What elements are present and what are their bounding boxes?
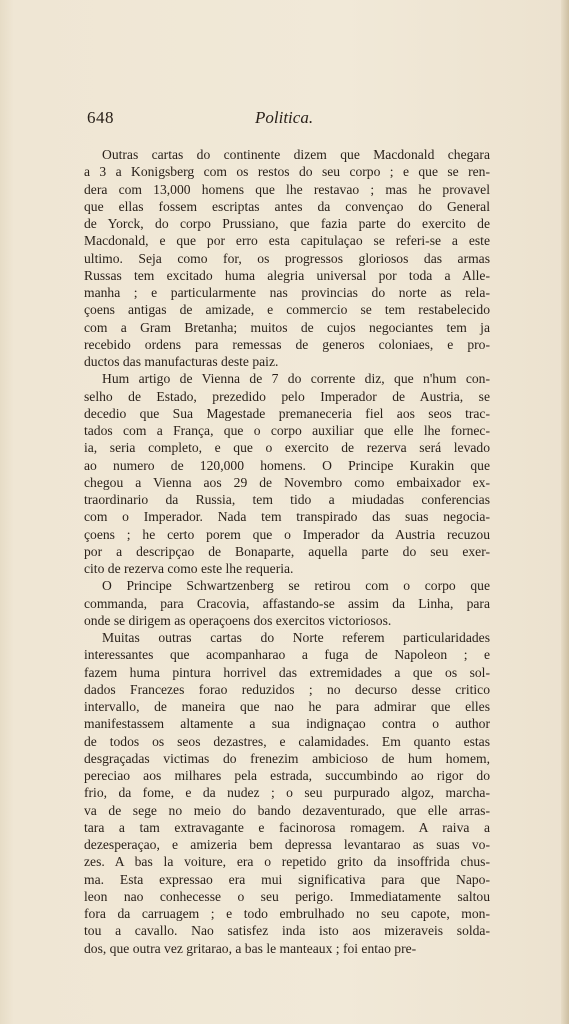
text-line: desgraçadas victimas do frenezim ambicioso de hum homem,	[84, 750, 490, 766]
text-line: dera com 13,000 homens que lhe restavao ; mas he provavel	[84, 181, 490, 197]
text-line: intervallo, de maneira que nao he para admirar que elles	[84, 699, 490, 714]
text-line: ma. Esta expressao era mui significativa para que Napo-	[84, 871, 490, 887]
paragraph	[84, 146, 490, 370]
text-line: pereciao aos milhares pela estrada, succumbindo ao rigor do	[84, 768, 490, 783]
paragraph	[84, 577, 490, 629]
page-number: 648	[87, 108, 114, 127]
text-line: decedio que Sua Magestade premaneceria fiel aos seos trac-	[84, 405, 490, 421]
text-line: de todos os seos dezastres, e calamidades. Em quanto estas	[84, 733, 490, 749]
text-line: recebido ordens para remessas de generos coloniaes, e pro-	[84, 336, 490, 352]
text-line: manha ; e particularmente nas provincias do norte as rela-	[84, 285, 490, 300]
text-line: ao numero de 120,000 homens. O Principe Kurakin que	[84, 457, 490, 473]
text-line: çoens antigas de amizade, e commercio se tem restabelecido	[84, 302, 490, 318]
text-line: çoens ; he certo porem que o Imperador da Austria recuzou	[84, 526, 490, 542]
text-line: Muitas outras cartas do Norte referem particularidades	[102, 630, 490, 645]
text-line: va de sege no meio do bando dezaventurado, que elle arras-	[84, 802, 490, 818]
text-line: Russas tem excitado huma alegria universal por toda a Alle-	[84, 267, 490, 283]
text-line: fora da carruagem ; e todo embrulhado no seu capote, mon-	[84, 906, 490, 921]
text-line: com a Gram Bretanha; muitos de cujos negociantes tem ja	[84, 319, 490, 335]
text-line: com o Imperador. Nada tem transpirado das suas negocia-	[84, 509, 490, 525]
text-line: por a descripçao de Bonaparte, aquella parte do seu exer-	[84, 543, 490, 559]
text-line: tados com a França, que o corpo auxiliar que elle lhe fornec-	[84, 423, 490, 438]
body-text	[84, 146, 490, 957]
text-line: zes. A bas la voiture, era o repetido grito da insoffrida chus-	[84, 854, 490, 870]
text-line: a 3 a Konigsberg com os restos do seu corpo ; e que se ren-	[84, 164, 490, 180]
text-line: O Principe Schwartzenberg se retirou com o corpo que	[102, 578, 490, 594]
text-line: tara a tam extravagante e facinorosa romagem. A raiva a	[84, 819, 490, 835]
text-line: Hum artigo de Vienna de 7 do corrente diz, que n'hum con-	[102, 371, 490, 387]
paragraph	[84, 629, 490, 957]
paragraph	[84, 370, 490, 577]
text-line: frio, da fome, e da nudez ; o seu purpurado algoz, marcha-	[84, 785, 490, 801]
page-edge	[561, 0, 569, 1024]
text-line: ductos das manufacturas deste paiz.	[84, 354, 279, 369]
text-line: chegou a Vienna aos 29 de Novembro como embaixador ex-	[84, 474, 490, 490]
text-line: tou a cavallo. Nao satisfez inda isto aos mizeraveis solda-	[84, 923, 490, 939]
text-line: cito de rezerva como este lhe requeria.	[84, 561, 294, 576]
text-line: dos, que outra vez gritarao, a bas le manteaux ; foi entao pre-	[84, 940, 417, 956]
text-line: dados Francezes forao reduzidos ; no decurso desse critico	[84, 681, 490, 697]
text-line: leon nao conhecesse o seu perigo. Immediatamente saltou	[84, 888, 490, 904]
text-line: interessantes que acompanharao a fuga de Napoleon ; e	[84, 647, 490, 663]
running-head: Politica.	[255, 108, 314, 127]
page-header	[87, 108, 492, 130]
text-line: fazem huma pintura horrivel das extremidades a que os sol-	[84, 664, 490, 680]
text-line: onde se dirigem as operaçoens dos exercitos victoriosos.	[84, 612, 392, 628]
text-line: manifestassem altamente a sua indignaçao contra o author	[84, 716, 490, 732]
text-line: Outras cartas do continente dizem que Macdonald chegara	[102, 147, 490, 162]
text-line: que ellas fossem escriptas antes da convençao do General	[84, 198, 490, 214]
text-line: traordinario da Russia, tem tido a miudadas conferencias	[84, 492, 490, 507]
text-line: selho de Estado, prezedido pelo Imperador de Austria, se	[84, 388, 490, 404]
text-line: ultimo. Seja como for, os progressos gloriosos das armas	[84, 250, 490, 266]
text-line: Macdonald, e que por erro esta capitulaçao se referi-se a este	[84, 233, 490, 249]
text-line: de Yorck, do corpo Prussiano, que fazia parte do exercito de	[84, 216, 490, 231]
text-line: dezesperaçao, e amizeria bem depressa levantarao as suas vo-	[84, 837, 490, 852]
text-line: commanda, para Cracovia, affastando-se assim da Linha, para	[84, 595, 490, 611]
text-line: ia, seria completo, e que o exercito de rezerva será levado	[84, 440, 490, 456]
